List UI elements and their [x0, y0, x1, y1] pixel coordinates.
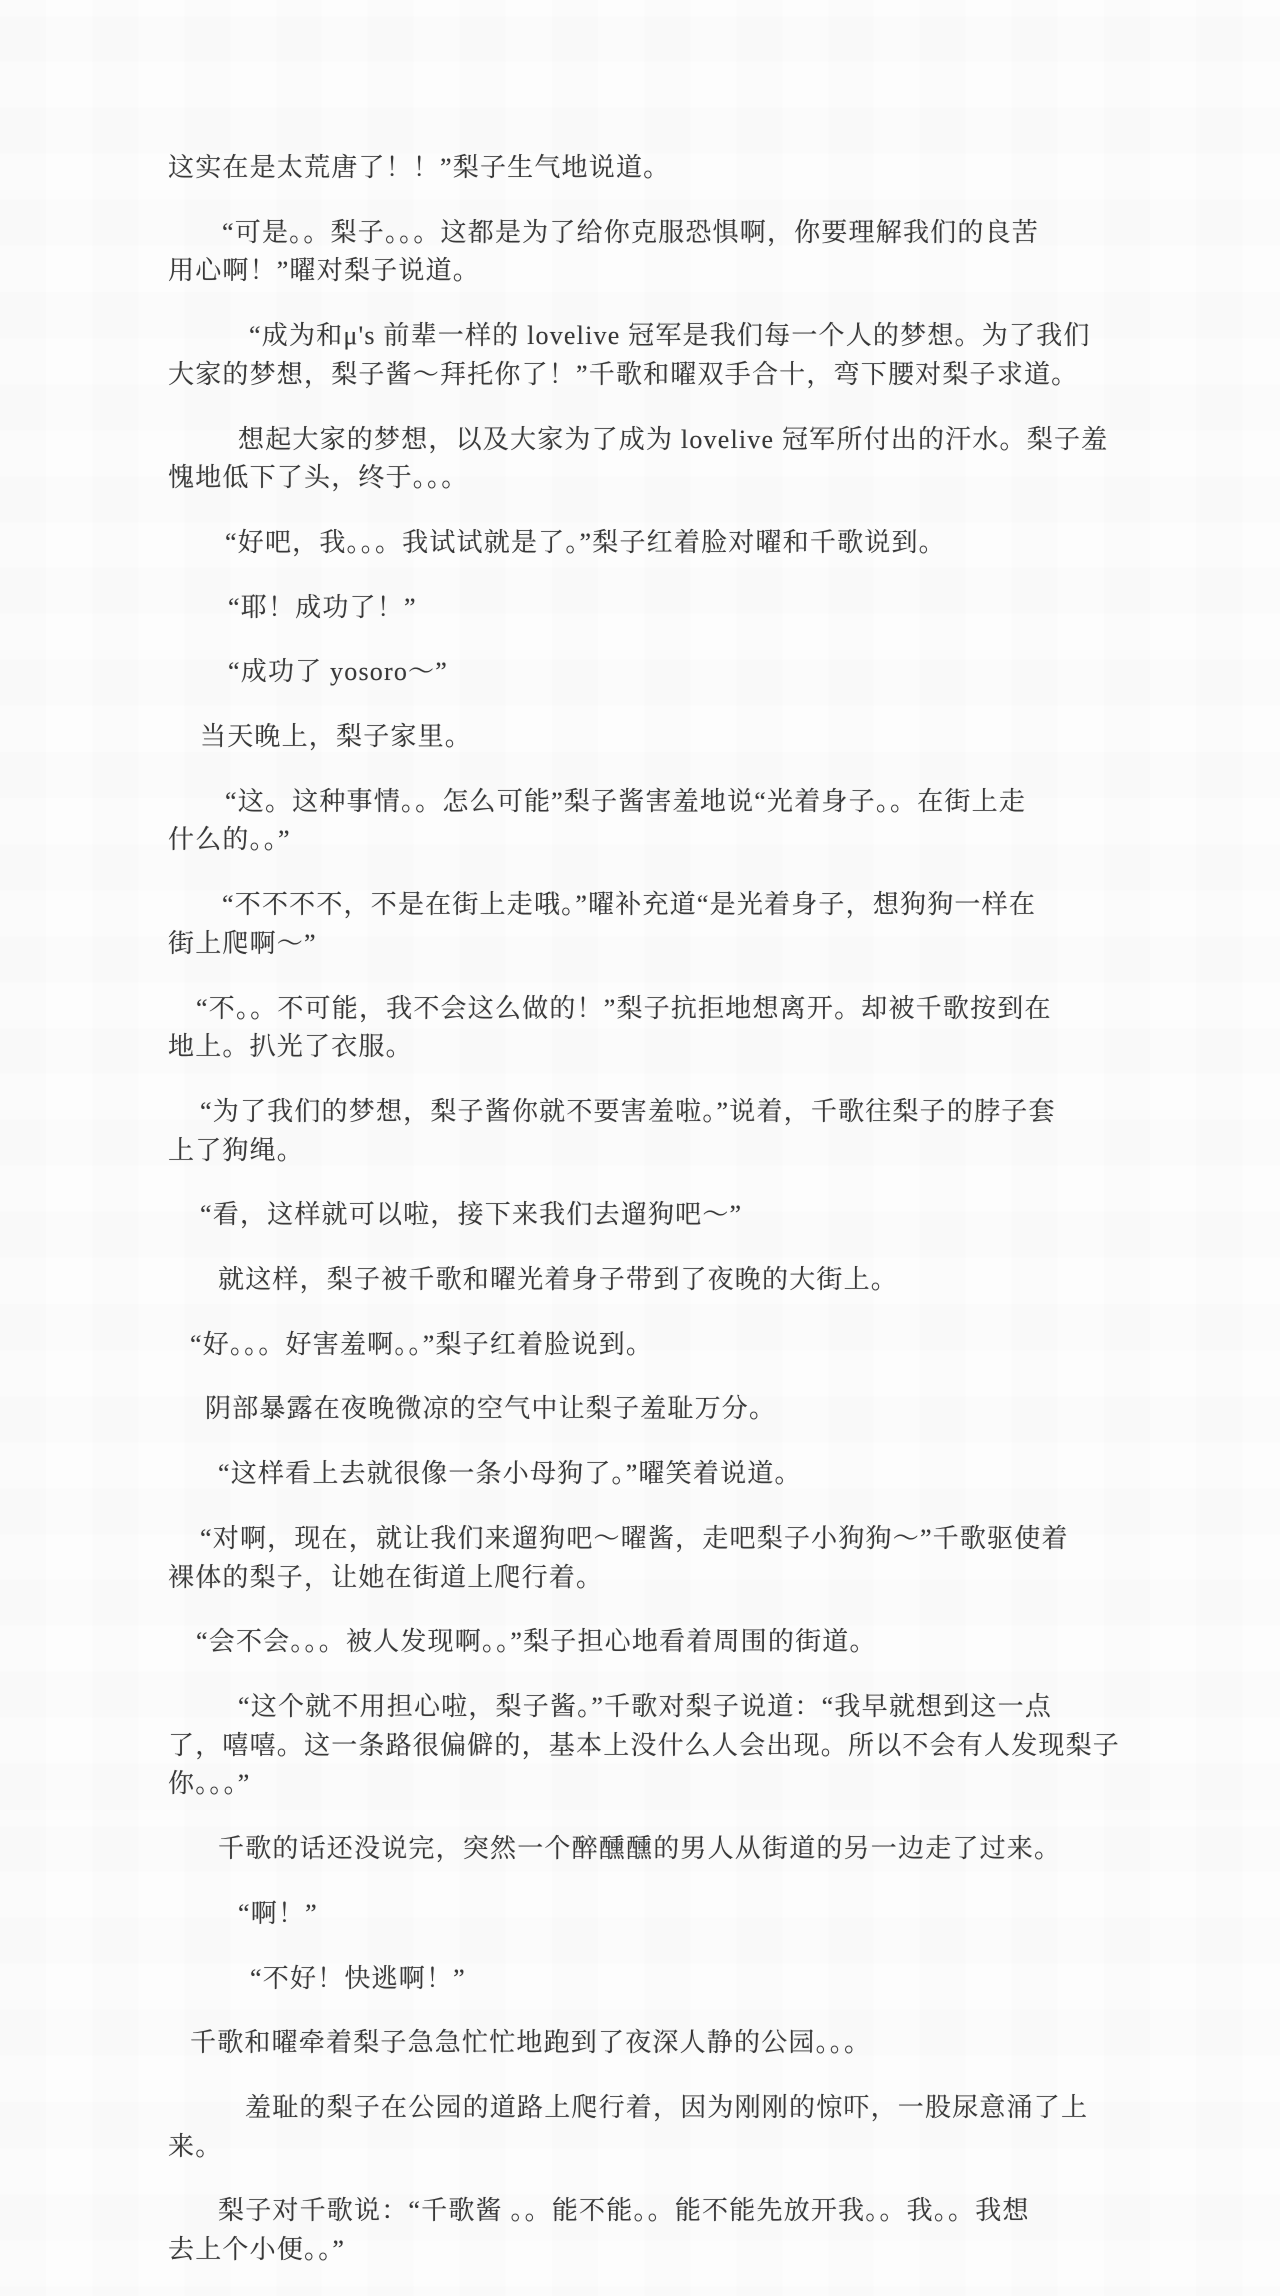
scanned-page-text-block [168, 149, 1128, 2296]
text-line: “不好！快逃啊！” [250, 1963, 466, 1993]
text-line: 当天晚上，梨子家里。 [200, 722, 473, 752]
text-line: 阴部暴露在夜晚微凉的空气中让梨子羞耻万分。 [205, 1394, 777, 1424]
text-line: “会不会。。。被人发现啊。。”梨子担心地看着周围的街道。 [196, 1627, 877, 1657]
text-line: “这。这种事情。。怎么可能”梨子酱害羞地说“光着身子。。在街上走 [225, 786, 1027, 816]
text-line: “不。。不可能，我不会这么做的！”梨子抗拒地想离开。却被千歌按到在 [196, 993, 1052, 1023]
text-line: “耶！成功了！” [228, 592, 417, 622]
text-line: 千歌和曜牵着梨子急急忙忙地跑到了夜深人静的公园。。。 [190, 2028, 872, 2058]
text-line: 了，嘻嘻。这一条路很偏僻的，基本上没什么人会出现。所以不会有人发现梨子 [168, 1730, 1121, 1760]
text-line: “对啊，现在，就让我们来遛狗吧～曜酱，走吧梨子小狗狗～”千歌驱使着 [200, 1523, 1069, 1553]
text-line: 羞耻的梨子在公园的道路上爬行着，因为刚刚的惊吓，一股尿意涌了上 [245, 2092, 1089, 2122]
text-line: 来。 [168, 2131, 223, 2161]
text-line: “成为和μ's 前辈一样的 lovelive 冠军是我们每一个人的梦想。为了我们 [249, 321, 1091, 351]
text-line: “啊！” [238, 1898, 318, 1928]
text-line: “可是。。梨子。。。这都是为了给你克服恐惧啊，你要理解我们的良苦 [222, 217, 1039, 247]
text-line: “好吧，我。。。我试试就是了。”梨子红着脸对曜和千歌说到。 [225, 527, 946, 557]
text-line: “这样看上去就很像一条小母狗了。”曜笑着说道。 [218, 1459, 802, 1489]
text-line: “看，这样就可以啦，接下来我们去遛狗吧～” [200, 1200, 743, 1230]
text-line: 去上个小便。。” [168, 2235, 346, 2265]
text-line: 用心啊！”曜对梨子说道。 [168, 256, 480, 286]
text-line: 上了狗绳。 [168, 1135, 305, 1165]
text-line: 地上。扒光了衣服。 [168, 1032, 413, 1062]
text-line: 这实在是太荒唐了！！”梨子生气地说道。 [168, 153, 671, 182]
text-line: 裸体的梨子，让她在街道上爬行着。 [168, 1562, 604, 1592]
text-line: “好。。。好害羞啊。。”梨子红着脸说到。 [190, 1329, 654, 1359]
text-line: 你。。。” [168, 1769, 251, 1799]
text-line: “为了我们的梦想，梨子酱你就不要害羞啦。”说着，千歌往梨子的脖子套 [200, 1096, 1056, 1126]
text-line: “不不不不，不是在街上走哦。”曜补充道“是光着身子，想狗狗一样在 [222, 890, 1037, 920]
text-line: 愧地低下了头，终于。。。 [168, 463, 469, 493]
text-line: 想起大家的梦想，以及大家为了成为 lovelive 冠军所付出的汗水。梨子羞 [238, 424, 1109, 454]
text-line: “成功了 yosoro～” [228, 657, 448, 687]
text-line: 梨子对千歌说：“千歌酱 。。能不能。。能不能先放开我。。我。。我想 [218, 2196, 1030, 2226]
text-line: 就这样，梨子被千歌和曜光着身子带到了夜晚的大街上。 [218, 1265, 899, 1295]
text-line: 大家的梦想，梨子酱～拜托你了！”千歌和曜双手合十，弯下腰对梨子求道。 [168, 359, 1079, 389]
text-line: 什么的。。” [168, 825, 291, 855]
text-line: “这个就不用担心啦，梨子酱。”千歌对梨子说道：“我早就想到这一点 [238, 1691, 1053, 1721]
text-line: 街上爬啊～” [168, 928, 317, 958]
text-line: 千歌的话还没说完，突然一个醉醺醺的男人从街道的另一边走了过来。 [218, 1834, 1062, 1864]
